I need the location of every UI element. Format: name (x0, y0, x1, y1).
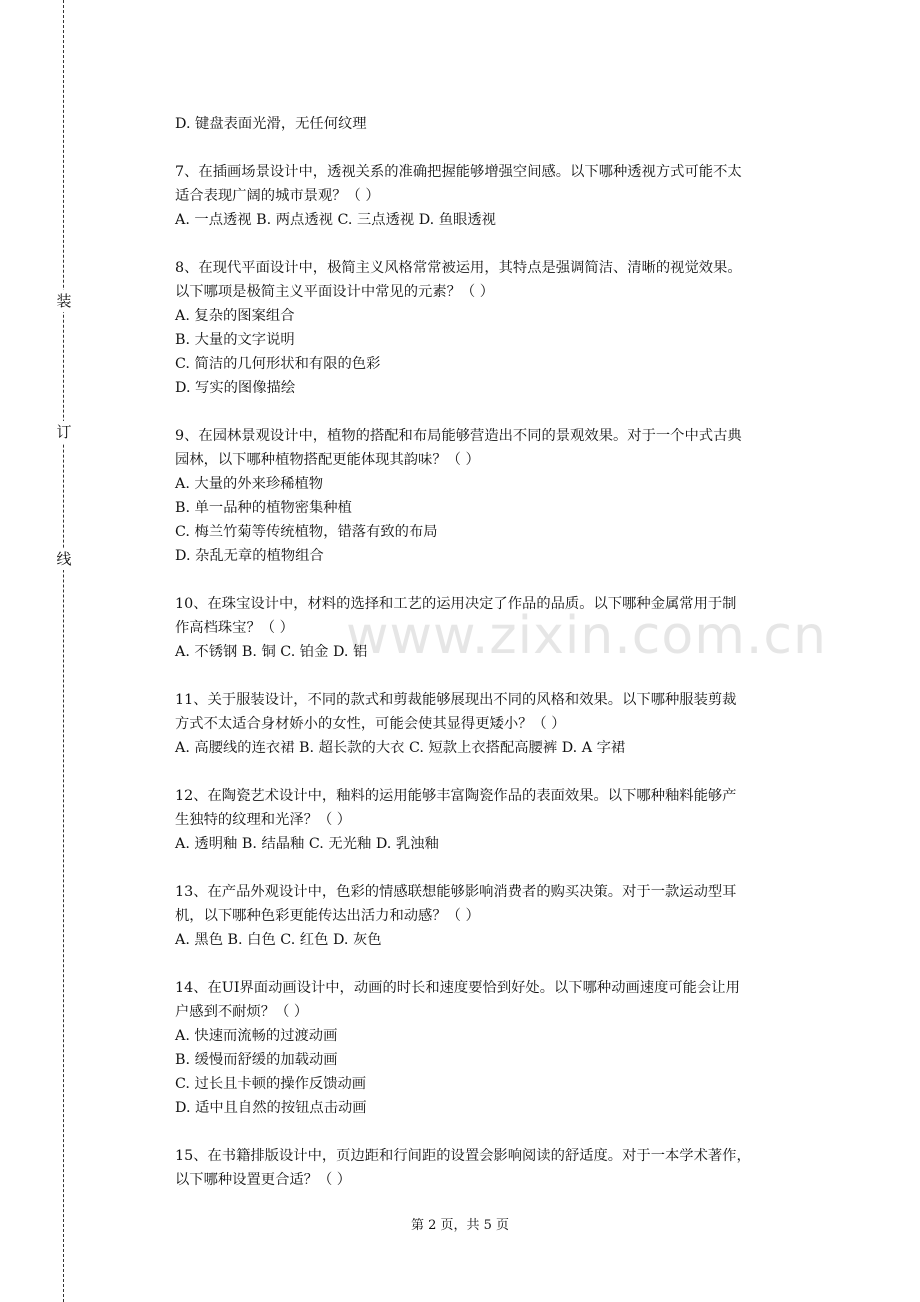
text-line: C. 过长且卡顿的操作反馈动画 (175, 1076, 367, 1092)
text-line: 11、关于服装设计，不同的款式和剪裁能够展现出不同的风格和效果。以下哪种服装剪裁 (175, 692, 737, 708)
text-line: 13、在产品外观设计中，色彩的情感联想能够影响消费者的购买决策。对于一款运动型耳 (175, 884, 737, 900)
text-line: A. 快速而流畅的过渡动画 (175, 1028, 338, 1044)
text-line: C. 梅兰竹菊等传统植物，错落有致的布局 (175, 524, 438, 540)
question-block (175, 880, 815, 952)
question-block (175, 160, 815, 232)
text-line: D. 适中且自然的按钮点击动画 (175, 1100, 367, 1116)
question-block (175, 976, 815, 1120)
text-line: 方式不太适合身材娇小的女性，可能会使其显得更矮小？（ ） (175, 716, 566, 732)
page-footer: 第 2 页，共 5 页 (410, 1218, 510, 1233)
binding-dashed-line (63, 0, 64, 1302)
text-line: 7、在插画场景设计中，透视关系的准确把握能够增强空间感。以下哪种透视方式可能不太 (175, 164, 742, 180)
text-line: A. 不锈钢 B. 铜 C. 铂金 D. 铝 (175, 644, 368, 660)
text-line: 适合表现广阔的城市景观？（ ） (175, 188, 380, 204)
question-block (175, 688, 815, 760)
text-line: A. 黑色 B. 白色 C. 红色 D. 灰色 (175, 932, 382, 948)
text-line: 8、在现代平面设计中，极简主义风格常常被运用，其特点是强调简洁、清晰的视觉效果。 (175, 260, 742, 276)
question-block (175, 784, 815, 856)
text-line: 14、在UI界面动画设计中，动画的时长和速度要恰到好处。以下哪种动画速度可能会让用 (175, 980, 740, 996)
text-line: D. 键盘表面光滑，无任何纹理 (175, 116, 367, 132)
question-content (175, 112, 815, 1192)
binding-char-zhuang: 装 (56, 292, 72, 310)
text-line: B. 缓慢而舒缓的加载动画 (175, 1052, 338, 1068)
text-line: 作高档珠宝？（ ） (175, 620, 294, 636)
text-line: A. 大量的外来珍稀植物 (175, 476, 324, 492)
question-block (175, 424, 815, 568)
text-line: D. 杂乱无章的植物组合 (175, 548, 324, 564)
text-line: 户感到不耐烦？（ ） (175, 1004, 309, 1020)
text-line: A. 一点透视 B. 两点透视 C. 三点透视 D. 鱼眼透视 (175, 212, 496, 228)
text-line: B. 单一品种的植物密集种植 (175, 500, 352, 516)
question-block (175, 256, 815, 400)
question-block (175, 592, 815, 664)
binding-char-xian: 线 (56, 550, 72, 568)
binding-char-ding: 订 (56, 423, 72, 441)
text-line: B. 大量的文字说明 (175, 332, 295, 348)
watermark: www.zixin.com.cn (346, 606, 827, 666)
text-line: 12、在陶瓷艺术设计中，釉料的运用能够丰富陶瓷作品的表面效果。以下哪种釉料能够产 (175, 788, 737, 804)
question-block (175, 112, 815, 136)
text-line: 9、在园林景观设计中，植物的搭配和布局能够营造出不同的景观效果。对于一个中式古典 (175, 428, 742, 444)
text-line: D. 写实的图像描绘 (175, 380, 296, 396)
text-line: A. 透明釉 B. 结晶釉 C. 无光釉 D. 乳浊釉 (175, 836, 439, 852)
text-line: 15、在书籍排版设计中，页边距和行间距的设置会影响阅读的舒适度。对于一本学术著作， (175, 1148, 751, 1164)
text-line: A. 复杂的图案组合 (175, 308, 295, 324)
text-line: 园林，以下哪种植物搭配更能体现其韵味？（ ） (175, 452, 480, 468)
text-line: 机，以下哪种色彩更能传达出活力和动感？（ ） (175, 908, 480, 924)
text-line: C. 简洁的几何形状和有限的色彩 (175, 356, 381, 372)
text-line: A. 高腰线的连衣裙 B. 超长款的大衣 C. 短款上衣搭配高腰裤 D. A 字裙 (175, 740, 626, 756)
question-block (175, 1144, 815, 1192)
text-line: 以下哪种设置更合适？（ ） (175, 1172, 352, 1188)
text-line: 以下哪项是极简主义平面设计中常见的元素？（ ） (175, 284, 495, 300)
text-line: 生独特的纹理和光泽？（ ） (175, 812, 352, 828)
text-line: 10、在珠宝设计中，材料的选择和工艺的运用决定了作品的品质。以下哪种金属常用于制 (175, 596, 737, 612)
